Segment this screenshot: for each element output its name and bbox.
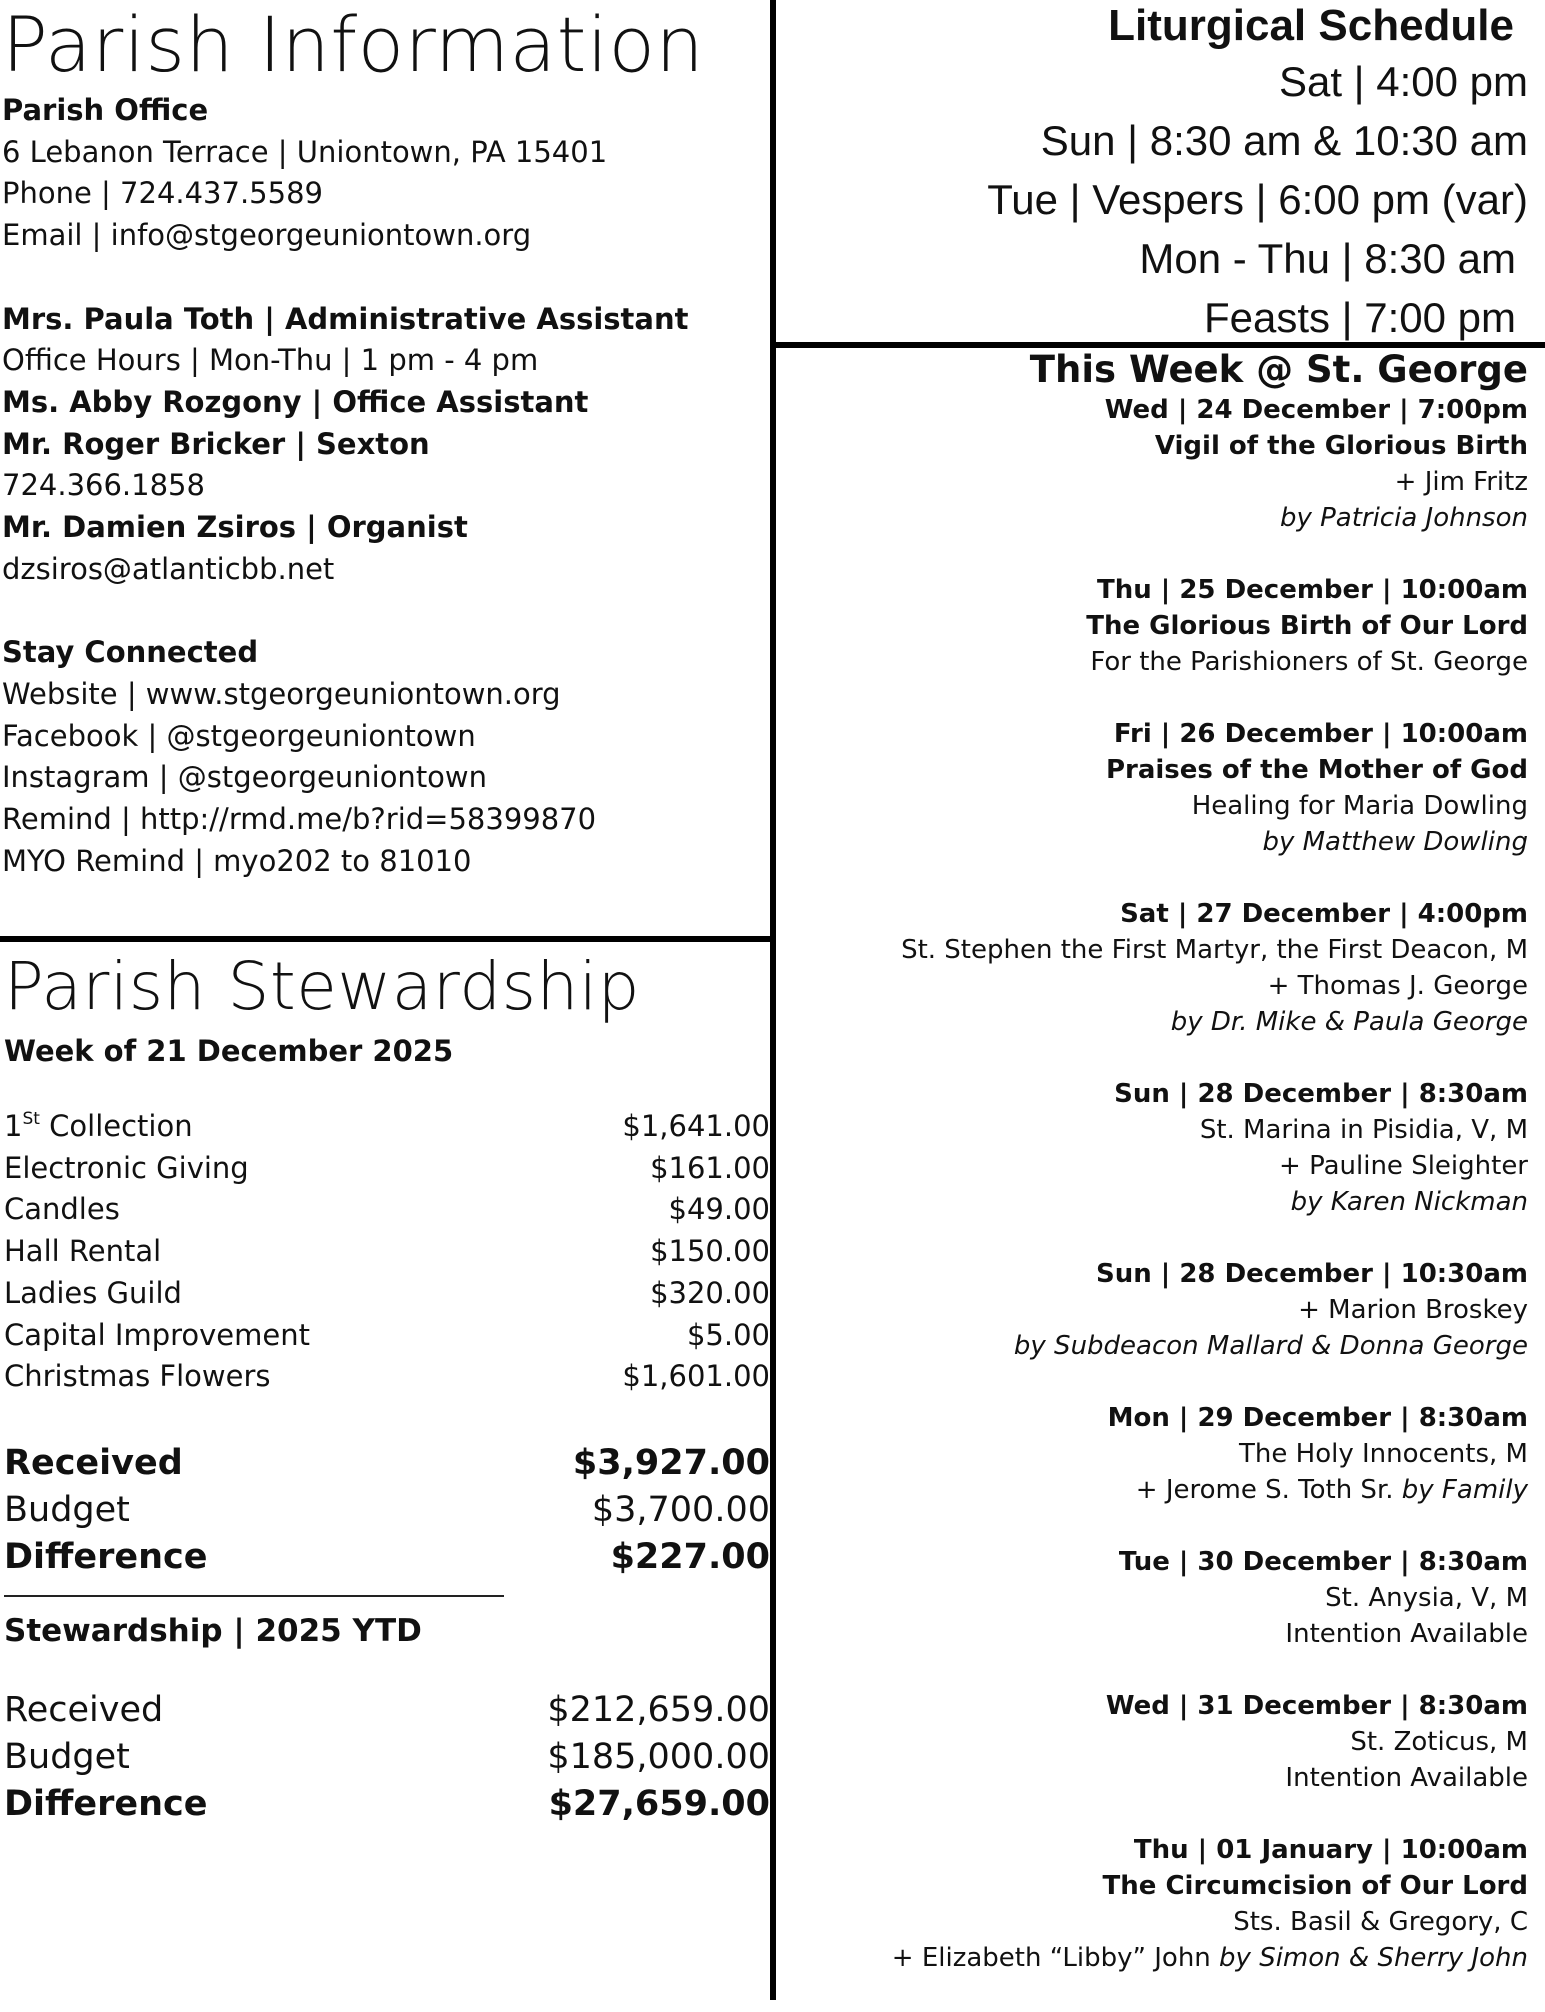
stewardship-row	[4, 1273, 770, 1315]
difference-amount: $227.00	[610, 1536, 770, 1577]
event-feast: Vigil of the Glorious Birth	[1154, 431, 1528, 461]
event-date: Mon | 29 December | 8:30am	[1107, 1403, 1528, 1433]
spacer	[2, 257, 762, 299]
budget-label: Budget	[4, 1489, 130, 1530]
event-intention: + Thomas J. George	[1267, 971, 1528, 1001]
stewardship-week: Week of 21 December 2025	[4, 1034, 454, 1068]
collection-text: Collection	[39, 1109, 193, 1143]
event-intention: Healing for Maria Dowling	[1191, 791, 1528, 821]
liturgical-schedule-section	[776, 0, 1528, 347]
ytd-difference-label: Difference	[4, 1783, 208, 1824]
email: Email | info@stgeorgeuniontown.org	[2, 218, 532, 253]
event-intention: + Pauline Sleighter	[1279, 1151, 1528, 1181]
event-requester: by Karen Nickman	[1290, 1187, 1528, 1217]
budget-amount: $3,700.00	[591, 1489, 770, 1530]
ytd-difference-row	[4, 1781, 770, 1828]
event-feast: The Circumcision of Our Lord	[1102, 1871, 1528, 1901]
row-label: Hall Rental	[4, 1234, 162, 1269]
event-feast: The Glorious Birth of Our Lord	[1086, 611, 1528, 641]
collection-number: 1	[4, 1109, 23, 1143]
stay-connected-heading: Stay Connected	[2, 635, 259, 670]
event-intention: + Marion Broskey	[1298, 1295, 1528, 1325]
event-intention-line	[776, 1940, 1528, 1976]
sexton: Mr. Roger Bricker | Sexton	[2, 426, 430, 461]
ytd-received-amount: $212,659.00	[547, 1689, 770, 1730]
spacer	[4, 1072, 770, 1106]
event-date: Sun | 28 December | 8:30am	[1114, 1079, 1528, 1109]
schedule-line: Sun | 8:30 am & 10:30 am	[1040, 117, 1528, 164]
this-week-section	[776, 348, 1528, 2012]
row-amount: $49.00	[668, 1192, 770, 1227]
event-saint: St. Marina in Pisidia, V, M	[1199, 1115, 1528, 1145]
ytd-budget-amount: $185,000.00	[547, 1736, 770, 1777]
row-label: Electronic Giving	[4, 1150, 249, 1185]
website: Website | www.stgeorgeuniontown.org	[2, 676, 561, 711]
row-label: Capital Improvement	[4, 1317, 310, 1352]
event-item	[776, 1256, 1528, 1364]
stewardship-row	[4, 1315, 770, 1357]
liturgical-schedule-title: Liturgical Schedule	[1108, 1, 1514, 50]
event-requester: by Family	[1401, 1475, 1528, 1505]
difference-label: Difference	[4, 1536, 208, 1577]
weekly-budget-row	[4, 1487, 770, 1534]
event-requester: by Matthew Dowling	[1262, 827, 1528, 857]
event-item	[776, 1832, 1528, 1976]
event-intention: Intention Available	[1285, 1763, 1528, 1793]
collection-label	[4, 1106, 193, 1148]
row-label: Candles	[4, 1192, 120, 1227]
schedule-line: Feasts | 7:00 pm	[1203, 294, 1516, 341]
event-saint: St. Zoticus, M	[1350, 1727, 1528, 1757]
event-item	[776, 1076, 1528, 1220]
stewardship-row	[4, 1148, 770, 1190]
address: 6 Lebanon Terrace | Uniontown, PA 15401	[2, 134, 608, 169]
event-saint: Sts. Basil & Gregory, C	[1233, 1907, 1528, 1937]
event-item	[776, 1400, 1528, 1508]
event-date: Fri | 26 December | 10:00am	[1113, 719, 1528, 749]
event-intention: + Jerome S. Toth Sr.	[1135, 1475, 1394, 1505]
office-assistant: Ms. Abby Rozgony | Office Assistant	[2, 384, 589, 419]
event-date: Thu | 25 December | 10:00am	[1096, 575, 1528, 605]
event-date: Wed | 24 December | 7:00pm	[1104, 395, 1528, 425]
remind: Remind | http://rmd.me/b?rid=58399870	[2, 801, 597, 836]
organist-email: dzsiros@atlanticbb.net	[2, 551, 335, 586]
phone: Phone | 724.437.5589	[2, 176, 323, 211]
schedule-line: Tue | Vespers | 6:00 pm (var)	[987, 176, 1528, 223]
ytd-difference-amount: $27,659.00	[548, 1783, 770, 1824]
parish-information-section	[2, 0, 762, 882]
event-saint: The Holy Innocents, M	[1239, 1439, 1528, 1469]
row-amount: $150.00	[650, 1234, 770, 1269]
row-label: Christmas Flowers	[4, 1359, 271, 1394]
row-amount: $320.00	[650, 1275, 770, 1310]
admin-assistant: Mrs. Paula Toth | Administrative Assistant	[2, 301, 689, 336]
event-feast: Praises of the Mother of God	[1105, 755, 1528, 785]
ytd-received-label: Received	[4, 1689, 164, 1730]
ytd-budget-row	[4, 1734, 770, 1781]
event-intention-line	[776, 1472, 1528, 1508]
event-item	[776, 1544, 1528, 1652]
parish-stewardship-section	[4, 942, 770, 1828]
parish-office-heading: Parish Office	[2, 93, 209, 127]
organist: Mr. Damien Zsiros | Organist	[2, 510, 468, 545]
event-requester: by Patricia Johnson	[1279, 503, 1528, 533]
row-amount: $1,601.00	[622, 1359, 770, 1394]
stewardship-row	[4, 1356, 770, 1398]
sexton-phone: 724.366.1858	[2, 468, 205, 503]
event-intention: For the Parishioners of St. George	[1090, 647, 1528, 677]
event-date: Thu | 01 January | 10:00am	[1133, 1835, 1528, 1865]
schedule-line: Mon - Thu | 8:30 am	[1139, 235, 1516, 282]
separator-rule	[4, 1595, 504, 1597]
event-item	[776, 572, 1528, 680]
row-amount: $161.00	[650, 1150, 770, 1185]
received-label: Received	[4, 1442, 183, 1483]
event-item	[776, 716, 1528, 860]
event-item	[776, 392, 1528, 536]
stewardship-row	[4, 1231, 770, 1273]
ytd-title: Stewardship | 2025 YTD	[4, 1612, 422, 1649]
weekly-difference-row	[4, 1534, 770, 1581]
office-hours: Office Hours | Mon-Thu | 1 pm - 4 pm	[2, 343, 539, 378]
event-intention: + Jim Fritz	[1394, 467, 1528, 497]
collection-amount: $1,641.00	[622, 1109, 770, 1143]
stewardship-title: Parish Stewardship	[4, 948, 641, 1025]
this-week-title: This Week @ St. George	[1029, 348, 1528, 391]
event-saint: St. Stephen the First Martyr, the First Deacon, M	[901, 935, 1528, 965]
collection-ordinal: St	[22, 1109, 40, 1129]
weekly-received-row	[4, 1440, 770, 1487]
stewardship-row	[4, 1189, 770, 1231]
spacer	[2, 590, 762, 632]
spacer	[4, 1653, 770, 1687]
event-requester: by Simon & Sherry John	[1219, 1943, 1528, 1973]
collection-row	[4, 1106, 770, 1148]
event-item	[776, 896, 1528, 1040]
facebook: Facebook | @stgeorgeuniontown	[2, 718, 476, 753]
row-amount: $5.00	[686, 1317, 770, 1352]
instagram: Instagram | @stgeorgeuniontown	[2, 760, 488, 795]
event-requester: by Dr. Mike & Paula George	[1170, 1007, 1528, 1037]
event-date: Tue | 30 December | 8:30am	[1118, 1547, 1528, 1577]
schedule-line: Sat | 4:00 pm	[1278, 58, 1528, 105]
event-requester: by Subdeacon Mallard & Donna George	[1013, 1331, 1528, 1361]
event-intention: Intention Available	[1285, 1619, 1528, 1649]
event-date: Wed | 31 December | 8:30am	[1105, 1691, 1528, 1721]
event-date: Sun | 28 December | 10:30am	[1096, 1259, 1528, 1289]
event-date: Sat | 27 December | 4:00pm	[1120, 899, 1528, 929]
ytd-received-row	[4, 1687, 770, 1734]
event-intention: + Elizabeth “Libby” John	[891, 1943, 1211, 1973]
parish-information-title: Parish Information	[2, 0, 705, 89]
event-item	[776, 1688, 1528, 1796]
event-saint: St. Anysia, V, M	[1325, 1583, 1528, 1613]
spacer	[4, 1398, 770, 1440]
row-label: Ladies Guild	[4, 1275, 182, 1310]
myo-remind: MYO Remind | myo202 to 81010	[2, 843, 472, 878]
ytd-budget-label: Budget	[4, 1736, 130, 1777]
received-amount: $3,927.00	[572, 1442, 770, 1483]
